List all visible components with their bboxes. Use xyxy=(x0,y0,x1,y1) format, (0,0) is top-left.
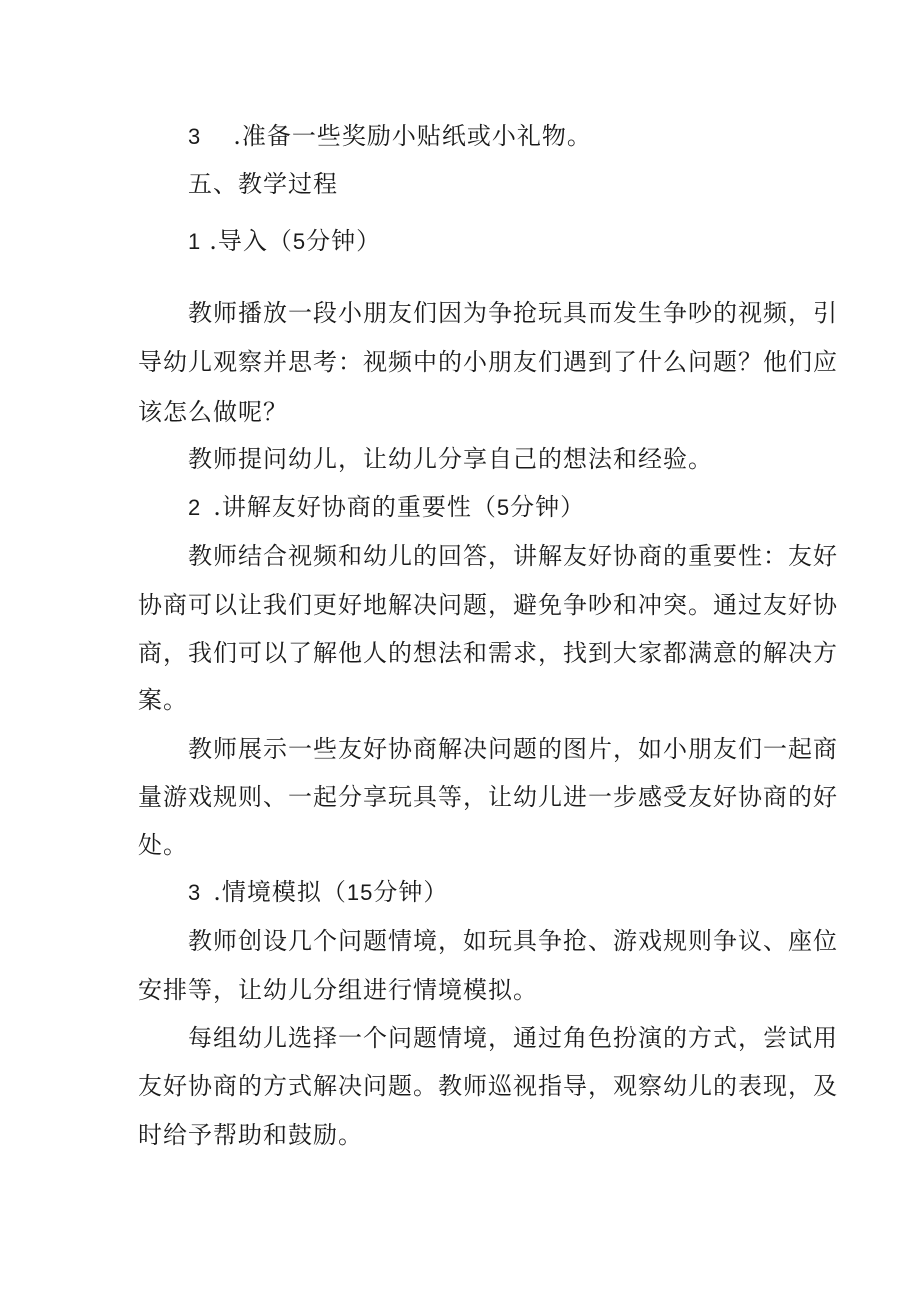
section-heading-teaching-process: 五、教学过程 xyxy=(188,170,338,198)
step-3-number: 3 xyxy=(188,880,202,905)
para-5-line-1: 教师创设几个问题情境，如玩具争抢、游戏规则争议、座位 xyxy=(188,927,838,955)
step-3-minutes: 15 xyxy=(346,880,374,905)
step-1-text: .导入（ xyxy=(209,227,293,255)
step-1-number: 1 xyxy=(188,229,202,254)
step-2-unit: 分钟） xyxy=(510,493,586,521)
step-3-unit: 分钟） xyxy=(373,878,449,906)
para-5-line-2: 安排等，让幼儿分组进行情境模拟。 xyxy=(138,976,538,1004)
para-4-line-3: 处。 xyxy=(138,831,188,859)
para-6-line-2: 友好协商的方式解决问题。教师巡视指导，观察幼儿的表现，及 xyxy=(138,1072,838,1100)
para-6-line-3: 时给予帮助和鼓励。 xyxy=(138,1121,363,1149)
step-2-heading xyxy=(188,491,585,524)
para-4-line-2: 量游戏规则、一起分享玩具等，让幼儿进一步感受友好协商的好 xyxy=(138,783,838,811)
para-3-line-1: 教师结合视频和幼儿的回答，讲解友好协商的重要性：友好 xyxy=(188,542,838,570)
para-3-line-3: 商，我们可以了解他人的想法和需求，找到大家都满意的解决方 xyxy=(138,639,838,667)
para-1-line-1: 教师播放一段小朋友们因为争抢玩具而发生争吵的视频，引 xyxy=(188,299,838,327)
prep-item-number: 3 xyxy=(188,124,202,149)
para-1-line-3: 该怎么做呢？ xyxy=(138,398,288,426)
step-2-text: .讲解友好协商的重要性（ xyxy=(213,493,497,521)
step-1-heading xyxy=(188,225,381,258)
para-3-line-4: 案。 xyxy=(138,686,188,714)
prep-item-3 xyxy=(188,120,592,153)
step-3-heading xyxy=(188,876,448,909)
step-1-minutes: 5 xyxy=(292,229,307,254)
step-1-unit: 分钟） xyxy=(306,227,382,255)
para-6-line-1: 每组幼儿选择一个问题情境，通过角色扮演的方式，尝试用 xyxy=(188,1024,838,1052)
step-2-minutes: 5 xyxy=(496,495,511,520)
para-1-line-2: 导幼儿观察并思考：视频中的小朋友们遇到了什么问题？他们应 xyxy=(138,348,838,376)
step-2-number: 2 xyxy=(188,495,202,520)
para-4-line-1: 教师展示一些友好协商解决问题的图片，如小朋友们一起商 xyxy=(188,735,838,763)
prep-item-text: .准备一些奖励小贴纸或小礼物。 xyxy=(233,122,592,150)
para-2: 教师提问幼儿，让幼儿分享自己的想法和经验。 xyxy=(188,445,713,473)
step-3-text: .情境模拟（ xyxy=(213,878,347,906)
para-3-line-2: 协商可以让我们更好地解决问题，避免争吵和冲突。通过友好协 xyxy=(138,591,838,619)
